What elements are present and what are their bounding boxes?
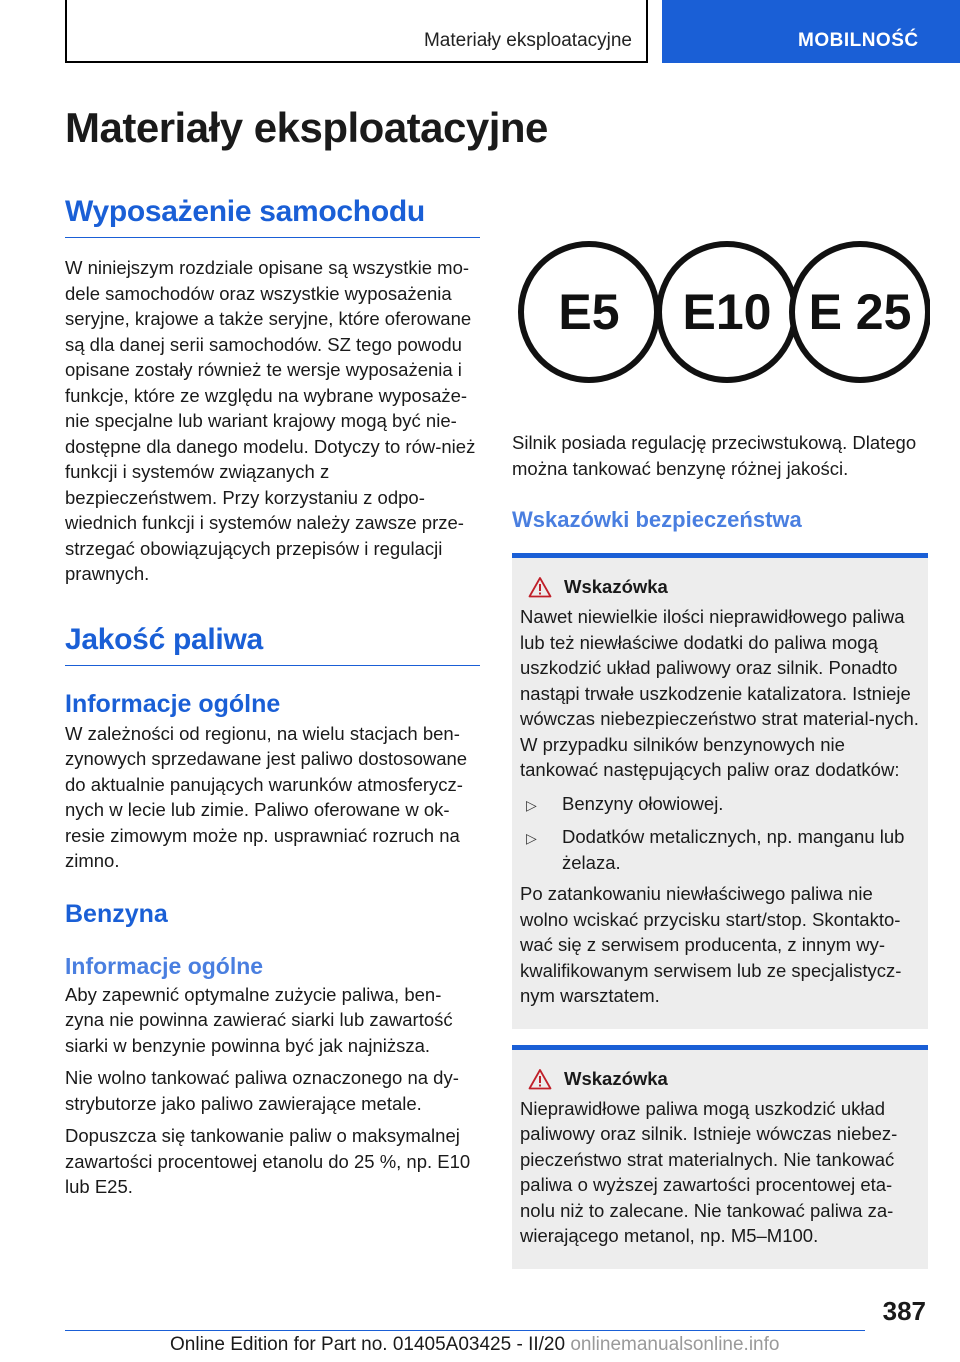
svg-text:E10: E10 [682,284,772,340]
badge-e5 [521,244,657,380]
petrol-paragraph-1: Aby zapewnić optymalne zużycie paliwa, ben-zyna nie powinna zawierać siarki lub zawartość siarki w benzynie powinna być jak najniższa. [65,983,453,1056]
footer-watermark-site: onlinemanualsonline.info [565,1334,780,1355]
warning-2-title: Wskazówka [564,1067,668,1089]
petrol-general-heading: Informacje ogólne [65,952,264,979]
footer-watermark [170,1334,779,1355]
warning-2-head [520,1068,920,1090]
svg-text:E 25: E 25 [808,284,912,340]
badge-e10 [659,244,795,380]
safety-heading: Wskazówki bezpieczeństwa [512,507,802,532]
warning-1-text-2: Po zatankowaniu niewłaściwego paliwa nie wolno wciskać przycisku start/stop. Skontakto-wać się z serwisem producenta, z innym wy-kwalifikowanym serwisem lub ze specjalistycz-nym warsztatem. [520,883,902,1006]
header-tab-label: MOBILNOŚĆ [798,30,919,51]
petrol-paragraph-3: Dopuszcza się tankowanie paliw o maksymalnej zawartości procentowej etanolu do 25 %, np. E10 lub E25. [65,1125,471,1197]
list-item: ▷ Benzyny ołowiowej. [520,791,920,819]
fuel-heading-block [65,623,480,666]
badge-e25 [792,244,928,380]
page-number: 387 [882,1296,926,1326]
general-info-heading: Informacje ogólne [65,689,281,718]
footer-edition [170,1334,779,1356]
footer-edition-text: Online Edition for Part no. 01405A03425 - II/20 [170,1334,566,1355]
header-box [65,0,648,63]
left-column [65,195,480,1200]
warning-1-list [520,791,920,876]
list-item: ▷ Dodatków metalicznych, np. manganu lub żelaza. [520,824,920,875]
petrol-heading: Benzyna [65,899,168,928]
header-tab-mobility[interactable] [662,0,960,63]
bullet-triangle-icon: ▷ [526,830,537,846]
warning-2-text: Nieprawidłowe paliwa mogą uszkodzić układ paliwowy oraz silnik. Istnieje wówczas niebez-pieczeństwo strat materialnych. Nie tankować paliwa o wyższej zawartości procentowej eta-nolu niż to zalecane. Nie tankować paliwa za-wierającego metanol, np. M5–M100. [520,1097,898,1246]
warning-triangle-icon [528,1068,552,1090]
fuel-quality-heading: Jakość paliwa [65,622,263,656]
footer-rule [65,1330,865,1331]
equipment-heading-block [65,195,480,238]
warning-box-2 [512,1045,928,1269]
equipment-paragraph: W niniejszym rozdziale opisane są wszystkie mo-dele samochodów oraz wszystkie wyposażenia seryjne, krajowe a także seryjne, które oferowane są dla danej serii samochodów. SZ tego powodu opisane zostały również te wersje wyposażenia i funkcje, które ze względu na wybrane wyposaże-nie specjalne lub wariant krajowy mogą być nie-dostępne dla danego modelu. Dotyczy to rów-nież funkcji i systemów związanych z bezpieczeństwem. Przy korzystaniu z odpo-wiednich funkcji i systemów należy zawsze prze-strzegać obowiązujących przepisów i regulacji prawnych. [65,257,476,584]
bullet-triangle-icon: ▷ [526,796,537,813]
fuel-badges [518,240,930,396]
warning-1-text: Nawet niewielkie ilości nieprawidłowego paliwa lub też niewłaściwe dodatki do paliwa mogą uszkodzić układ paliwowy oraz silnik. Ponadto nastąpi trwałe uszkodzenie katalizatora. Istnieje wówczas niebezpieczeństwo strat material-nych. W przypadku silników benzynowych nie tankować następujących paliw oraz dodatków: [520,606,919,780]
equipment-heading: Wyposażenie samochodu [65,195,425,228]
general-info-paragraph: W zależności od regionu, na wielu stacjach ben-zynowych sprzedawane jest paliwo dostosowane do aktualnie panujących warunków atmosferycz-nych w lecie lub zimie. Paliwo oferowane w ok-resie zimowym może np. usprawniać rozruch na zimno. [65,722,468,871]
warning-1-head [520,576,920,598]
warning-box-1 [512,553,928,1029]
right-column [512,430,928,1269]
header-section-title: Materiały eksploatacyjne [423,30,632,51]
warning-1-title: Wskazówka [564,576,668,597]
page-title: Materiały eksploatacyjne [65,104,548,151]
svg-text:E5: E5 [558,284,620,340]
warning-triangle-icon [528,576,552,598]
engine-paragraph: Silnik posiada regulację przeciwstukową. Dlatego można tankować benzynę różnej jakości. [512,432,917,479]
petrol-paragraph-2: Nie wolno tankować paliwa oznaczonego na dy-strybutorze jako paliwo zawierające metale. [65,1067,459,1114]
